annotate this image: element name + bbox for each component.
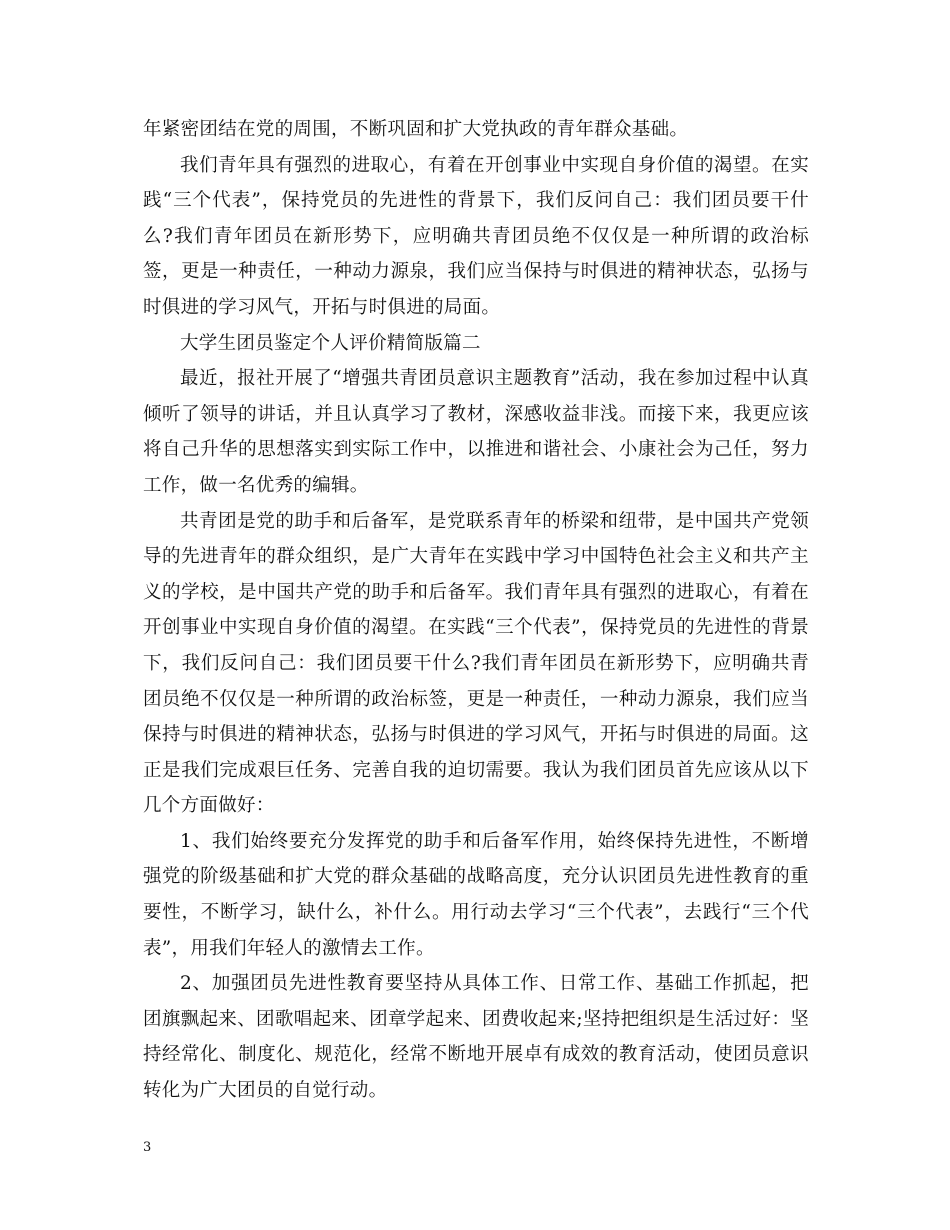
list-item-1: 1、我们始终要充分发挥党的助手和后备军作用，始终保持先进性，不断增强党的阶级基础和扩大党的群众基础的战略高度，充分认识团员先进性教育的重要性，不断学习，缺什么，补什么。用行动去学习“三个代表”，去践行“三个代表”，用我们年轻人的激情去工作。 [143,830,809,959]
paragraph-2: 我们青年具有强烈的进取心，有着在开创事业中实现自身价值的渴望。在实践“三个代表”，保持党员的先进性的背景下，我们反问自己：我们团员要干什么?我们青年团员在新形势下，应明确共青团员绝不仅仅是一种所谓的政治标签，更是一种责任，一种动力源泉，我们应当保持与时俱进的精神状态，弘扬与时俱进的学习风气，开拓与时俱进的局面。 [143,154,809,318]
list-item-2: 2、加强团员先进性教育要坚持从具体工作、日常工作、基础工作抓起，把团旗飘起来、团歌唱起来、团章学起来、团费收起来;坚持把组织是生活过好：坚持经常化、制度化、规范化，经常不断地开展卓有成效的教育活动，使团员意识转化为广大团员的自觉行动。 [143,973,809,1102]
paragraph-3: 最近，报社开展了“增强共青团员意识主题教育”活动，我在参加过程中认真倾听了领导的讲话，并且认真学习了教材，深感收益非浅。而接下来，我更应该将自己升华的思想落实到实际工作中，以推进和谐社会、小康社会为己任，努力工作，做一名优秀的编辑。 [143,368,809,496]
paragraph-1: 年紧密团结在党的周围，不断巩固和扩大党执政的青年群众基础。 [143,119,689,140]
page-number: 3 [143,1140,152,1155]
document-body [143,112,809,1109]
section-heading: 大学生团员鉴定个人评价精简版篇二 [180,332,481,354]
paragraph-4: 共青团是党的助手和后备军，是党联系青年的桥梁和纽带，是中国共产党领导的先进青年的群众组织，是广大青年在实践中学习中国特色社会主义和共产主义的学校，是中国共产党的助手和后备军。我们青年具有强烈的进取心，有着在开创事业中实现自身价值的渴望。在实践“三个代表”，保持党员的先进性的背景下，我们反问自己：我们团员要干什么?我们青年团员在新形势下，应明确共青团员绝不仅仅是一种所谓的政治标签，更是一种责任，一种动力源泉，我们应当保持与时俱进的精神状态，弘扬与时俱进的学习风气，开拓与时俱进的局面。这正是我们完成艰巨任务、完善自我的迫切需要。我认为我们团员首先应该从以下几个方面做好： [143,510,809,817]
